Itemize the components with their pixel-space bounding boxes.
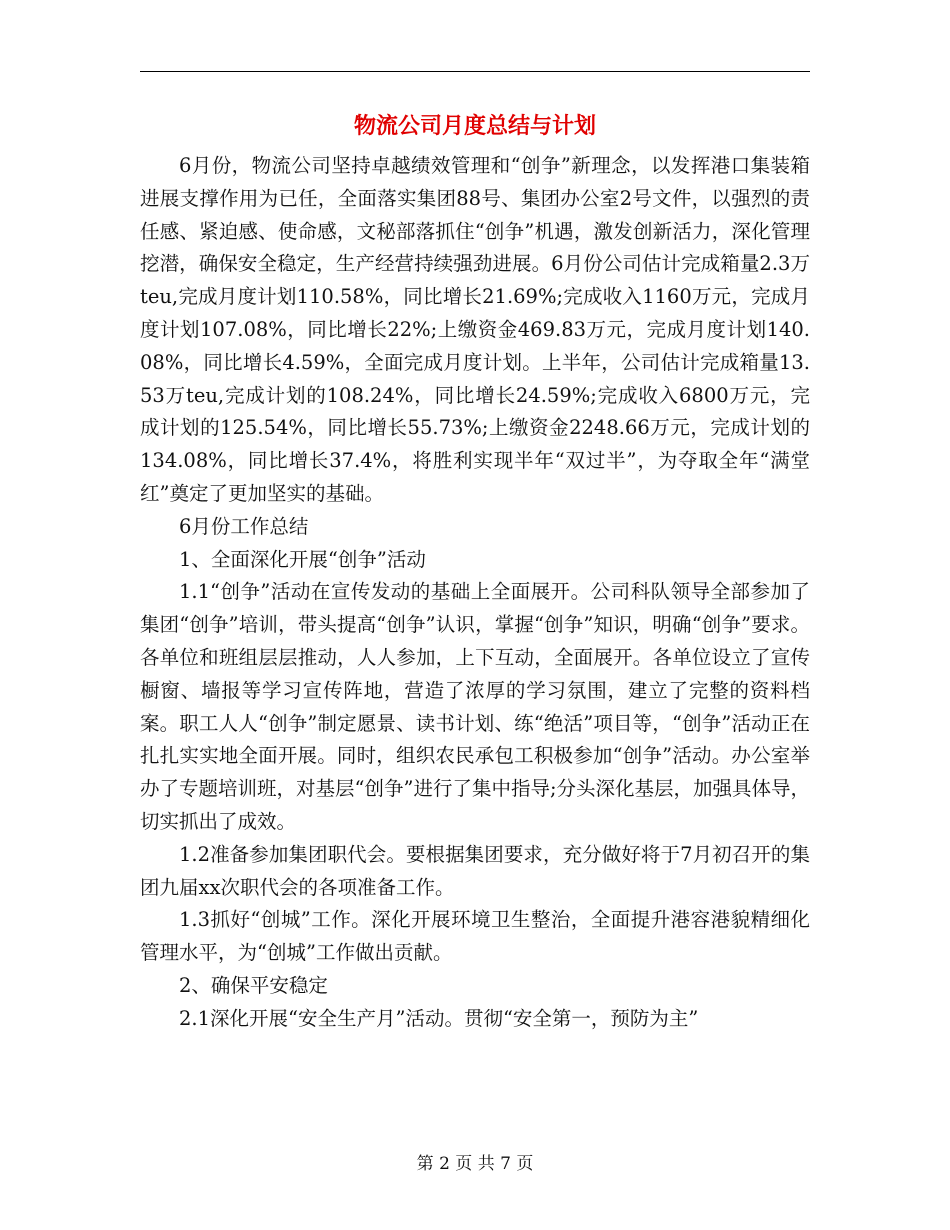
paragraph-2-1: 2.1深化开展“安全生产月”活动。贯彻“安全第一，预防为主” [179, 1006, 699, 1030]
section-heading-1: 1、全面深化开展“创争”活动 [179, 547, 426, 571]
paragraph-1-2: 1.2准备参加集团职代会。要根据集团要求，充分做好将于7月初召开的集团九届xx次职代会的各项准备工作。 [140, 842, 810, 899]
paragraph-1-1: 1.1“创争”活动在宣传发动的基础上全面展开。公司科队领导全部参加了集团“创争”培训，带头提高“创争”认识，掌握“创争”知识，明确“创争”要求。各单位和班组层层推动，人人参加，上下互动，全面展开。各单位设立了宣传橱窗、墙报等学习宣传阵地，营造了浓厚的学习氛围，建立了完整的资料档案。职工人人“创争”制定愿景、读书计划、练“绝活”项目等，“创争”活动正在扎扎实实地全面开展。同时，组织农民承包工积极参加“创争”活动。办公室举办了专题培训班，对基层“创争”进行了集中指导;分头深化基层，加强具体导，切实抓出了成效。 [140, 580, 811, 833]
document-body [140, 150, 810, 1036]
page-number-label: 第 2 页 共 7 页 [416, 1154, 534, 1174]
section-heading-2: 2、确保平安稳定 [179, 973, 328, 997]
paragraph-1-3: 1.3抓好“创城”工作。深化开展环境卫生整治，全面提升港容港貌精细化管理水平，为“创城”工作做出贡献。 [140, 908, 810, 965]
heading-june-summary: 6月份工作总结 [179, 514, 309, 538]
page-footer [0, 1152, 950, 1176]
document-title: 物流公司月度总结与计划 [353, 113, 596, 139]
paragraph-intro: 6月份，物流公司坚持卓越绩效管理和“创争”新理念，以发挥港口集装箱进展支撑作用为已任，全面落实集团88号、集团办公室2号文件，以强烈的责任感、紧迫感、使命感，文秘部落抓住“创争”机遇，激发创新活力，深化管理挖潜，确保安全稳定，生产经营持续强劲进展。6月份公司估计完成箱量2.3万teu,完成月度计划110.58%，同比增长21.69%;完成收入1160万元，完成月度计划107.08%，同比增长22%;上缴资金469.83万元，完成月度计划140.08%，同比增长4.59%，全面完成月度计划。上半年，公司估计完成箱量13.53万teu,完成计划的108.24%，同比增长24.59%;完成收入6800万元，完成计划的125.54%，同比增长55.73%;上缴资金2248.66万元，完成计划的134.08%，同比增长37.4%，将胜利实现半年“双过半”，为夺取全年“满堂红”奠定了更加坚实的基础。 [140, 154, 810, 505]
header-rule [140, 71, 810, 72]
